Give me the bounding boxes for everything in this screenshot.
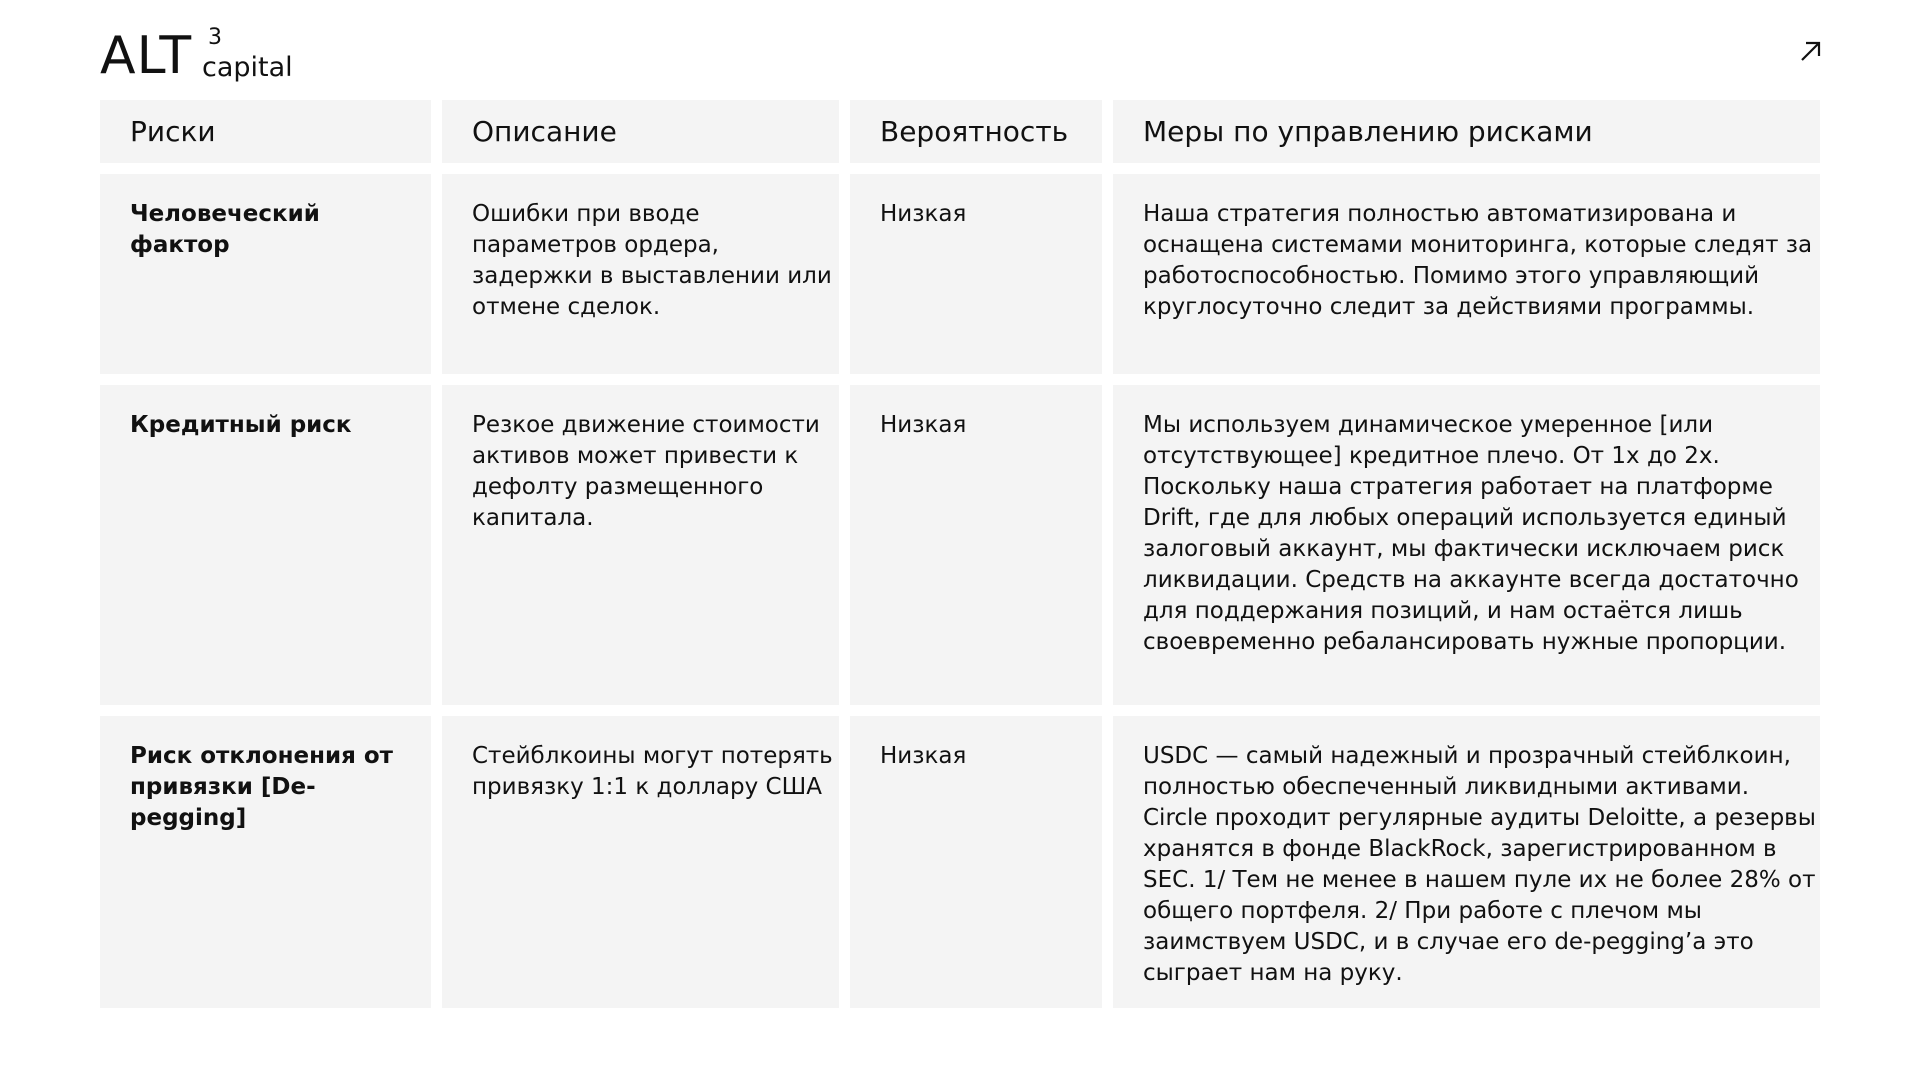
header-description: Описание xyxy=(442,100,839,163)
row-1-description: Ошибки при вводе параметров ордера, задержки в выставлении или отмене сделок. xyxy=(442,174,839,374)
arrow-up-right-icon[interactable] xyxy=(1796,36,1826,66)
logo-wordmark: ALT xyxy=(100,26,193,86)
row-1-probability: Низкая xyxy=(850,174,1102,374)
row-1-risk: Человеческий фактор xyxy=(100,174,431,374)
header-risks: Риски xyxy=(100,100,431,163)
row-2-description: Резкое движение стоимости активов может привести к дефолту размещенного капитала. xyxy=(442,385,839,705)
header-probability: Вероятность xyxy=(850,100,1102,163)
row-3-risk: Риск отклонения от привязки [De-pegging] xyxy=(100,716,431,1008)
row-2-measures: Мы используем динамическое умеренное [или отсутствующее] кредитное плечо. От 1х до 2х. Поскольку наша стратегия работает на платформе Drift, где для любых операций используется единый залоговый аккаунт, мы фактически исключаем риск ликвидации. Средств на аккаунте всегда достаточно для поддержания позиций, и нам остаётся лишь своевременно ребалансировать нужные пропорции. xyxy=(1113,385,1820,705)
row-2-probability: Низкая xyxy=(850,385,1102,705)
row-1-measures: Наша стратегия полностью автоматизирована и оснащена системами мониторинга, которые следят за работоспособностью. Помимо этого управляющий круглосуточно следит за действиями программы. xyxy=(1113,174,1820,374)
header-measures: Меры по управлению рисками xyxy=(1113,100,1820,163)
row-2-risk: Кредитный риск xyxy=(100,385,431,705)
row-3-description: Стейблкоины могут потерять привязку 1:1 к доллару США xyxy=(442,716,839,1008)
logo-superscript: 3 xyxy=(208,25,222,50)
logo-subtitle: capital xyxy=(202,52,293,83)
risk-table xyxy=(100,100,1820,1008)
row-3-measures: USDC — самый надежный и прозрачный стейблкоин, полностью обеспеченный ликвидными активами. Circle проходит регулярные аудиты Deloitte, а резервы хранятся в фонде BlackRock, зарегистрированном в SEC. 1/ Тем не менее в нашем пуле их не более 28% от общего портфеля. 2/ При работе с плечом мы заимствуем USDC, и в случае его de-pegging’а это сыграет нам на руку. xyxy=(1113,716,1820,1008)
row-3-probability: Низкая xyxy=(850,716,1102,1008)
